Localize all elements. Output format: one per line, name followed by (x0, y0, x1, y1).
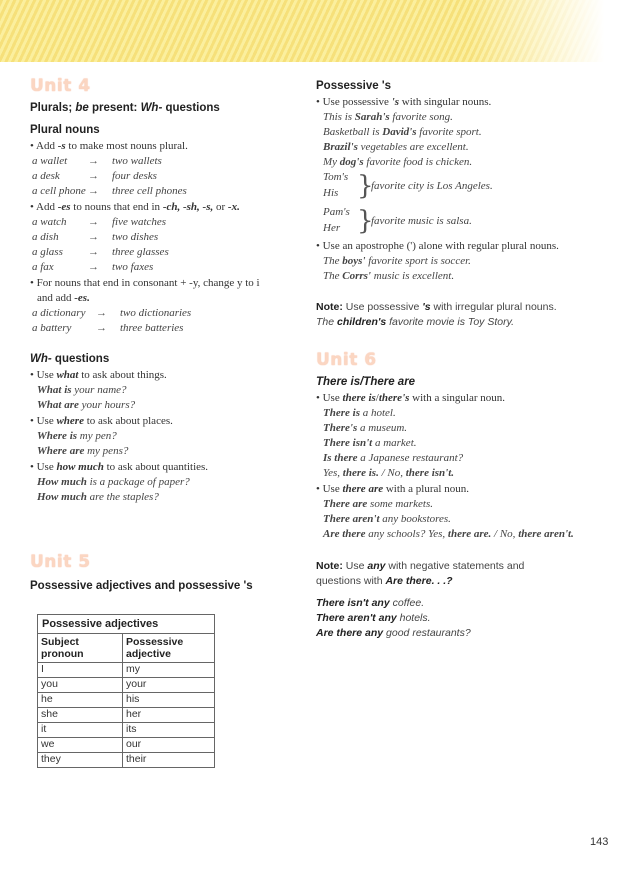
table-cell: I (38, 663, 123, 678)
brace-sentence: favorite music is salsa. (371, 215, 472, 227)
brace-top-word: Pam's (323, 206, 350, 218)
possessive-note: Note: Use possessive 's with irregular plural nouns. (316, 301, 557, 313)
possessive-example: The Corrs' music is excellent. (323, 270, 455, 282)
plural-rule-3: • For nouns that end in consonant + -y, change y to i (30, 277, 260, 289)
table-header-possessive-adjective: Possessive adjective (123, 634, 215, 663)
unit-6-title: Unit 6 (316, 350, 377, 370)
plural-example: a battery → three batteries (32, 322, 184, 334)
possessive-example: Brazil's vegetables are excellent. (323, 141, 469, 153)
wh-rule-2: • Use where to ask about places. (30, 415, 173, 427)
possessive-example: Basketball is David's favorite sport. (323, 126, 482, 138)
wh-rule-3: • Use how much to ask about quantities. (30, 461, 208, 473)
there-example: Is there a Japanese restaurant? (323, 452, 464, 464)
plural-example: a glass → three glasses (32, 246, 169, 258)
plural-rule-2: • Add -es to nouns that end in -ch, -sh, -s, or -x. (30, 201, 240, 213)
header-band (0, 0, 638, 62)
possessive-rule-2: • Use an apostrophe (') alone with regular plural nouns. (316, 240, 559, 252)
unit-4-title: Unit 4 (30, 76, 91, 96)
table-cell: they (38, 753, 123, 768)
table-row (38, 708, 215, 723)
wh-example: What is your name? (37, 384, 127, 396)
wh-questions-heading: Wh- questions (30, 353, 110, 365)
table-cell: he (38, 693, 123, 708)
there-note-example: Are there any good restaurants? (316, 627, 471, 639)
there-example: There aren't any bookstores. (323, 513, 451, 525)
table-cell: her (123, 708, 215, 723)
unit-5-heading: Possessive adjectives and possessive 's (30, 580, 253, 592)
there-example: Yes, there is. / No, there isn't. (323, 467, 455, 479)
plural-example: a fax → two faxes (32, 261, 154, 273)
table-header-subject-pronoun: Subject pronoun (38, 634, 123, 663)
brace-sentence: favorite city is Los Angeles. (371, 180, 493, 192)
table-row (38, 753, 215, 768)
brace-bottom-word: His (323, 187, 339, 199)
wh-example: How much is a package of paper? (37, 476, 190, 488)
there-example: There's a museum. (323, 422, 408, 434)
there-rule-2: • Use there are with a plural noun. (316, 483, 469, 495)
brace-symbol: } (357, 171, 374, 201)
there-example: There are some markets. (323, 498, 433, 510)
brace-bottom-word: Her (323, 222, 341, 234)
plural-example: a cell phone → three cell phones (32, 185, 187, 197)
there-note-example: There aren't any hotels. (316, 612, 431, 624)
there-example: Are there any schools? Yes, there are. / No, there aren't. (323, 528, 574, 540)
table-cell: she (38, 708, 123, 723)
wh-example: Where is my pen? (37, 430, 117, 442)
table-row (38, 663, 215, 678)
table-cell: his (123, 693, 215, 708)
possessive-example: My dog's favorite food is chicken. (323, 156, 473, 168)
brace-top-word: Tom's (323, 171, 349, 183)
wh-example: How much are the staples? (37, 491, 159, 503)
plural-example: a dictionary → two dictionaries (32, 307, 192, 319)
unit-4-heading: Plurals; be present: Wh- questions (30, 102, 220, 114)
wh-example: Where are my pens? (37, 445, 129, 457)
there-note-cont: questions with Are there. . .? (316, 575, 453, 587)
plural-rule-3-cont: and add -es. (37, 292, 90, 304)
wh-rule-1: • Use what to ask about things. (30, 369, 167, 381)
table-cell: it (38, 723, 123, 738)
plural-example: a watch → five watches (32, 216, 167, 228)
table-cell: its (123, 723, 215, 738)
table-row (38, 678, 215, 693)
possessive-note-example: The children's favorite movie is Toy Story. (316, 316, 514, 328)
there-note: Note: Use any with negative statements and (316, 560, 525, 572)
there-example: There is a hotel. (323, 407, 396, 419)
plural-example: a desk → four desks (32, 170, 157, 182)
table-cell: your (123, 678, 215, 693)
page-number: 143 (590, 836, 609, 848)
table-row (38, 738, 215, 753)
plural-example: a wallet → two wallets (32, 155, 162, 167)
possessive-rule-1: • Use possessive 's with singular nouns. (316, 96, 491, 108)
there-rule-1: • Use there is/there's with a singular noun. (316, 392, 505, 404)
table-row (38, 693, 215, 708)
possessive-s-heading: Possessive 's (316, 80, 391, 92)
unit-5-title: Unit 5 (30, 552, 91, 572)
table-cell: their (123, 753, 215, 768)
possessive-adjectives-table (37, 614, 215, 768)
table-cell: our (123, 738, 215, 753)
table-caption: Possessive adjectives (38, 615, 215, 634)
possessive-example: The boys' favorite sport is soccer. (323, 255, 471, 267)
table-cell: you (38, 678, 123, 693)
possessive-example: This is Sarah's favorite song. (323, 111, 453, 123)
table-cell: my (123, 663, 215, 678)
plural-nouns-heading: Plural nouns (30, 124, 100, 136)
wh-example: What are your hours? (37, 399, 136, 411)
plural-example: a dish → two dishes (32, 231, 159, 243)
there-example: There isn't a market. (323, 437, 417, 449)
brace-symbol: } (357, 206, 374, 236)
unit-6-heading: There is/There are (316, 376, 416, 388)
plural-rule-1: • Add -s to make most nouns plural. (30, 140, 188, 152)
table-row (38, 723, 215, 738)
there-note-example: There isn't any coffee. (316, 597, 425, 609)
table-cell: we (38, 738, 123, 753)
